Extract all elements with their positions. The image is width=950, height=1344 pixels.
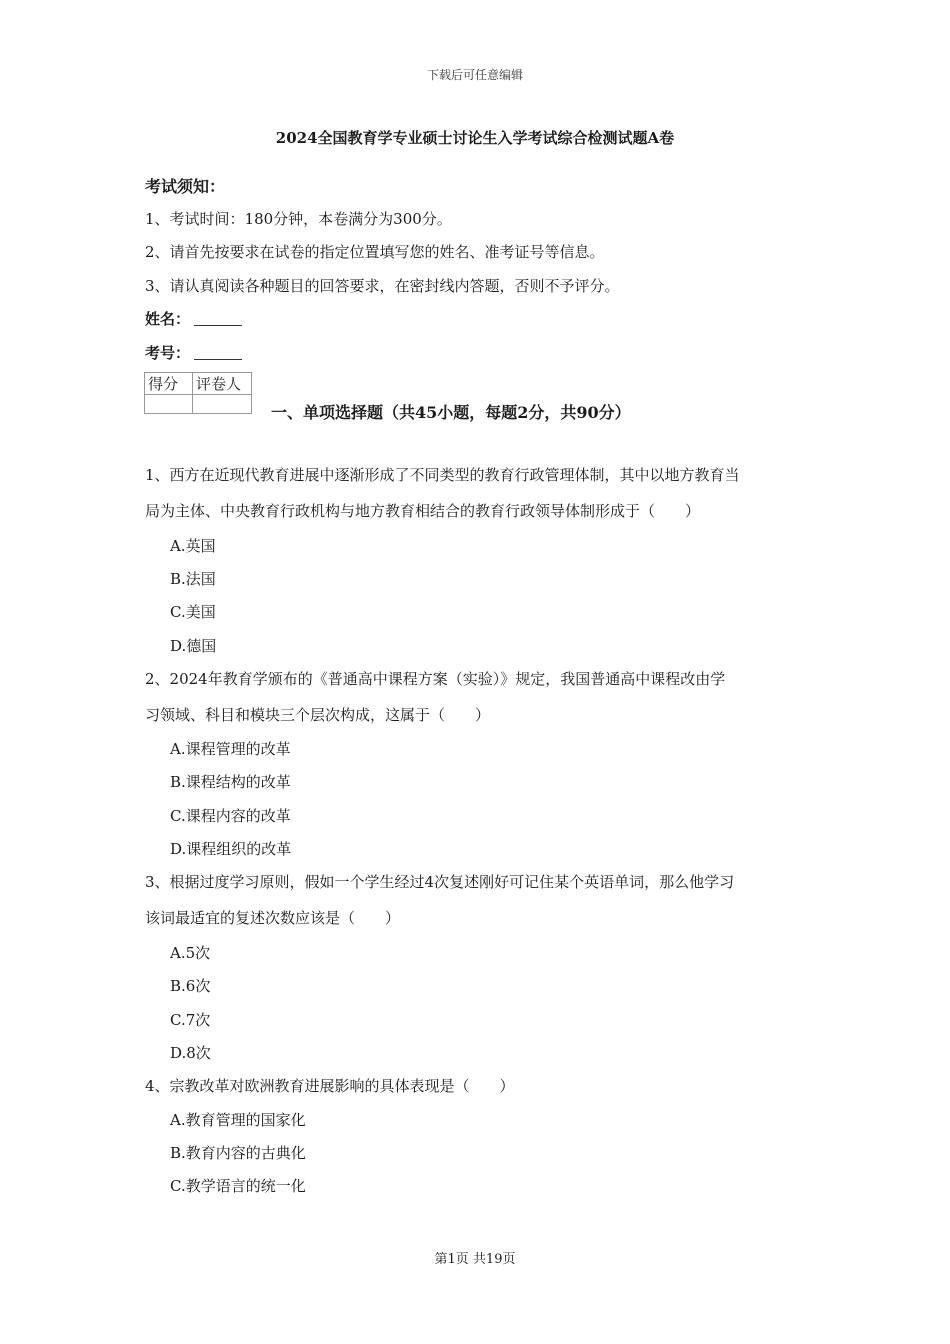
option: A.教育管理的国家化 — [170, 1111, 306, 1129]
id-blank — [194, 345, 242, 360]
option: D.课程组织的改革 — [170, 840, 292, 858]
notice-item: 2、请首先按要求在试卷的指定位置填写您的姓名、准考证号等信息。 — [145, 243, 605, 261]
notice-heading: 考试须知： — [145, 177, 226, 196]
option: A.英国 — [170, 537, 216, 555]
option: B.法国 — [170, 570, 216, 588]
id-label: 考号： — [145, 344, 191, 362]
document-title: 2024全国教育学专业硕士讨论生入学考试综合检测试题A卷 — [275, 129, 675, 147]
question-2-text-cont: 习领域、科目和模块三个层次构成，这属于（ ） — [145, 706, 491, 724]
option: C.教学语言的统一化 — [170, 1177, 306, 1195]
notice-item: 1、考试时间：180分钟，本卷满分为300分。 — [145, 210, 452, 228]
option: C.课程内容的改革 — [170, 807, 291, 825]
option: D.德国 — [170, 637, 217, 655]
name-blank — [194, 311, 242, 326]
option: B.教育内容的古典化 — [170, 1144, 306, 1162]
score-cell — [145, 395, 193, 414]
name-label: 姓名： — [145, 310, 191, 328]
name-field — [145, 308, 242, 329]
question-1-text-cont: 局为主体、中央教育行政机构与地方教育相结合的教育行政领导体制形成于（ ） — [145, 502, 701, 520]
grader-cell — [193, 395, 252, 414]
notice-item: 3、请认真阅读各种题目的回答要求，在密封线内答题，否则不予评分。 — [145, 277, 620, 295]
grader-header: 评卷人 — [193, 373, 252, 395]
question-1-text: 1、西方在近现代教育进展中逐渐形成了不同类型的教育行政管理体制，其中以地方教育当 — [145, 466, 740, 484]
option: D.8次 — [170, 1044, 211, 1062]
score-header: 得分 — [145, 373, 193, 395]
question-4-text: 4、宗教改革对欧洲教育进展影响的具体表现是（ ） — [145, 1077, 515, 1095]
question-2-text: 2、2024年教育学颁布的《普通高中课程方案（实验）》规定，我国普通高中课程改由学 — [145, 670, 726, 688]
question-3-text-cont: 该词最适宜的复述次数应该是（ ） — [145, 909, 401, 927]
id-field — [145, 342, 242, 363]
page-header: 下载后可任意编辑 — [426, 68, 523, 82]
option: C.美国 — [170, 603, 216, 621]
score-table — [144, 372, 252, 414]
option: A.课程管理的改革 — [170, 740, 291, 758]
option: A.5次 — [170, 944, 211, 962]
section-title: 一、单项选择题（共45小题，每题2分，共90分） — [271, 403, 631, 422]
question-3-text: 3、根据过度学习原则，假如一个学生经过4次复述刚好可记住某个英语单词，那么他学习 — [145, 873, 735, 891]
option: B.课程结构的改革 — [170, 773, 291, 791]
option: C.7次 — [170, 1011, 211, 1029]
option: B.6次 — [170, 977, 211, 995]
page-footer: 第1页 共19页 — [434, 1252, 516, 1267]
